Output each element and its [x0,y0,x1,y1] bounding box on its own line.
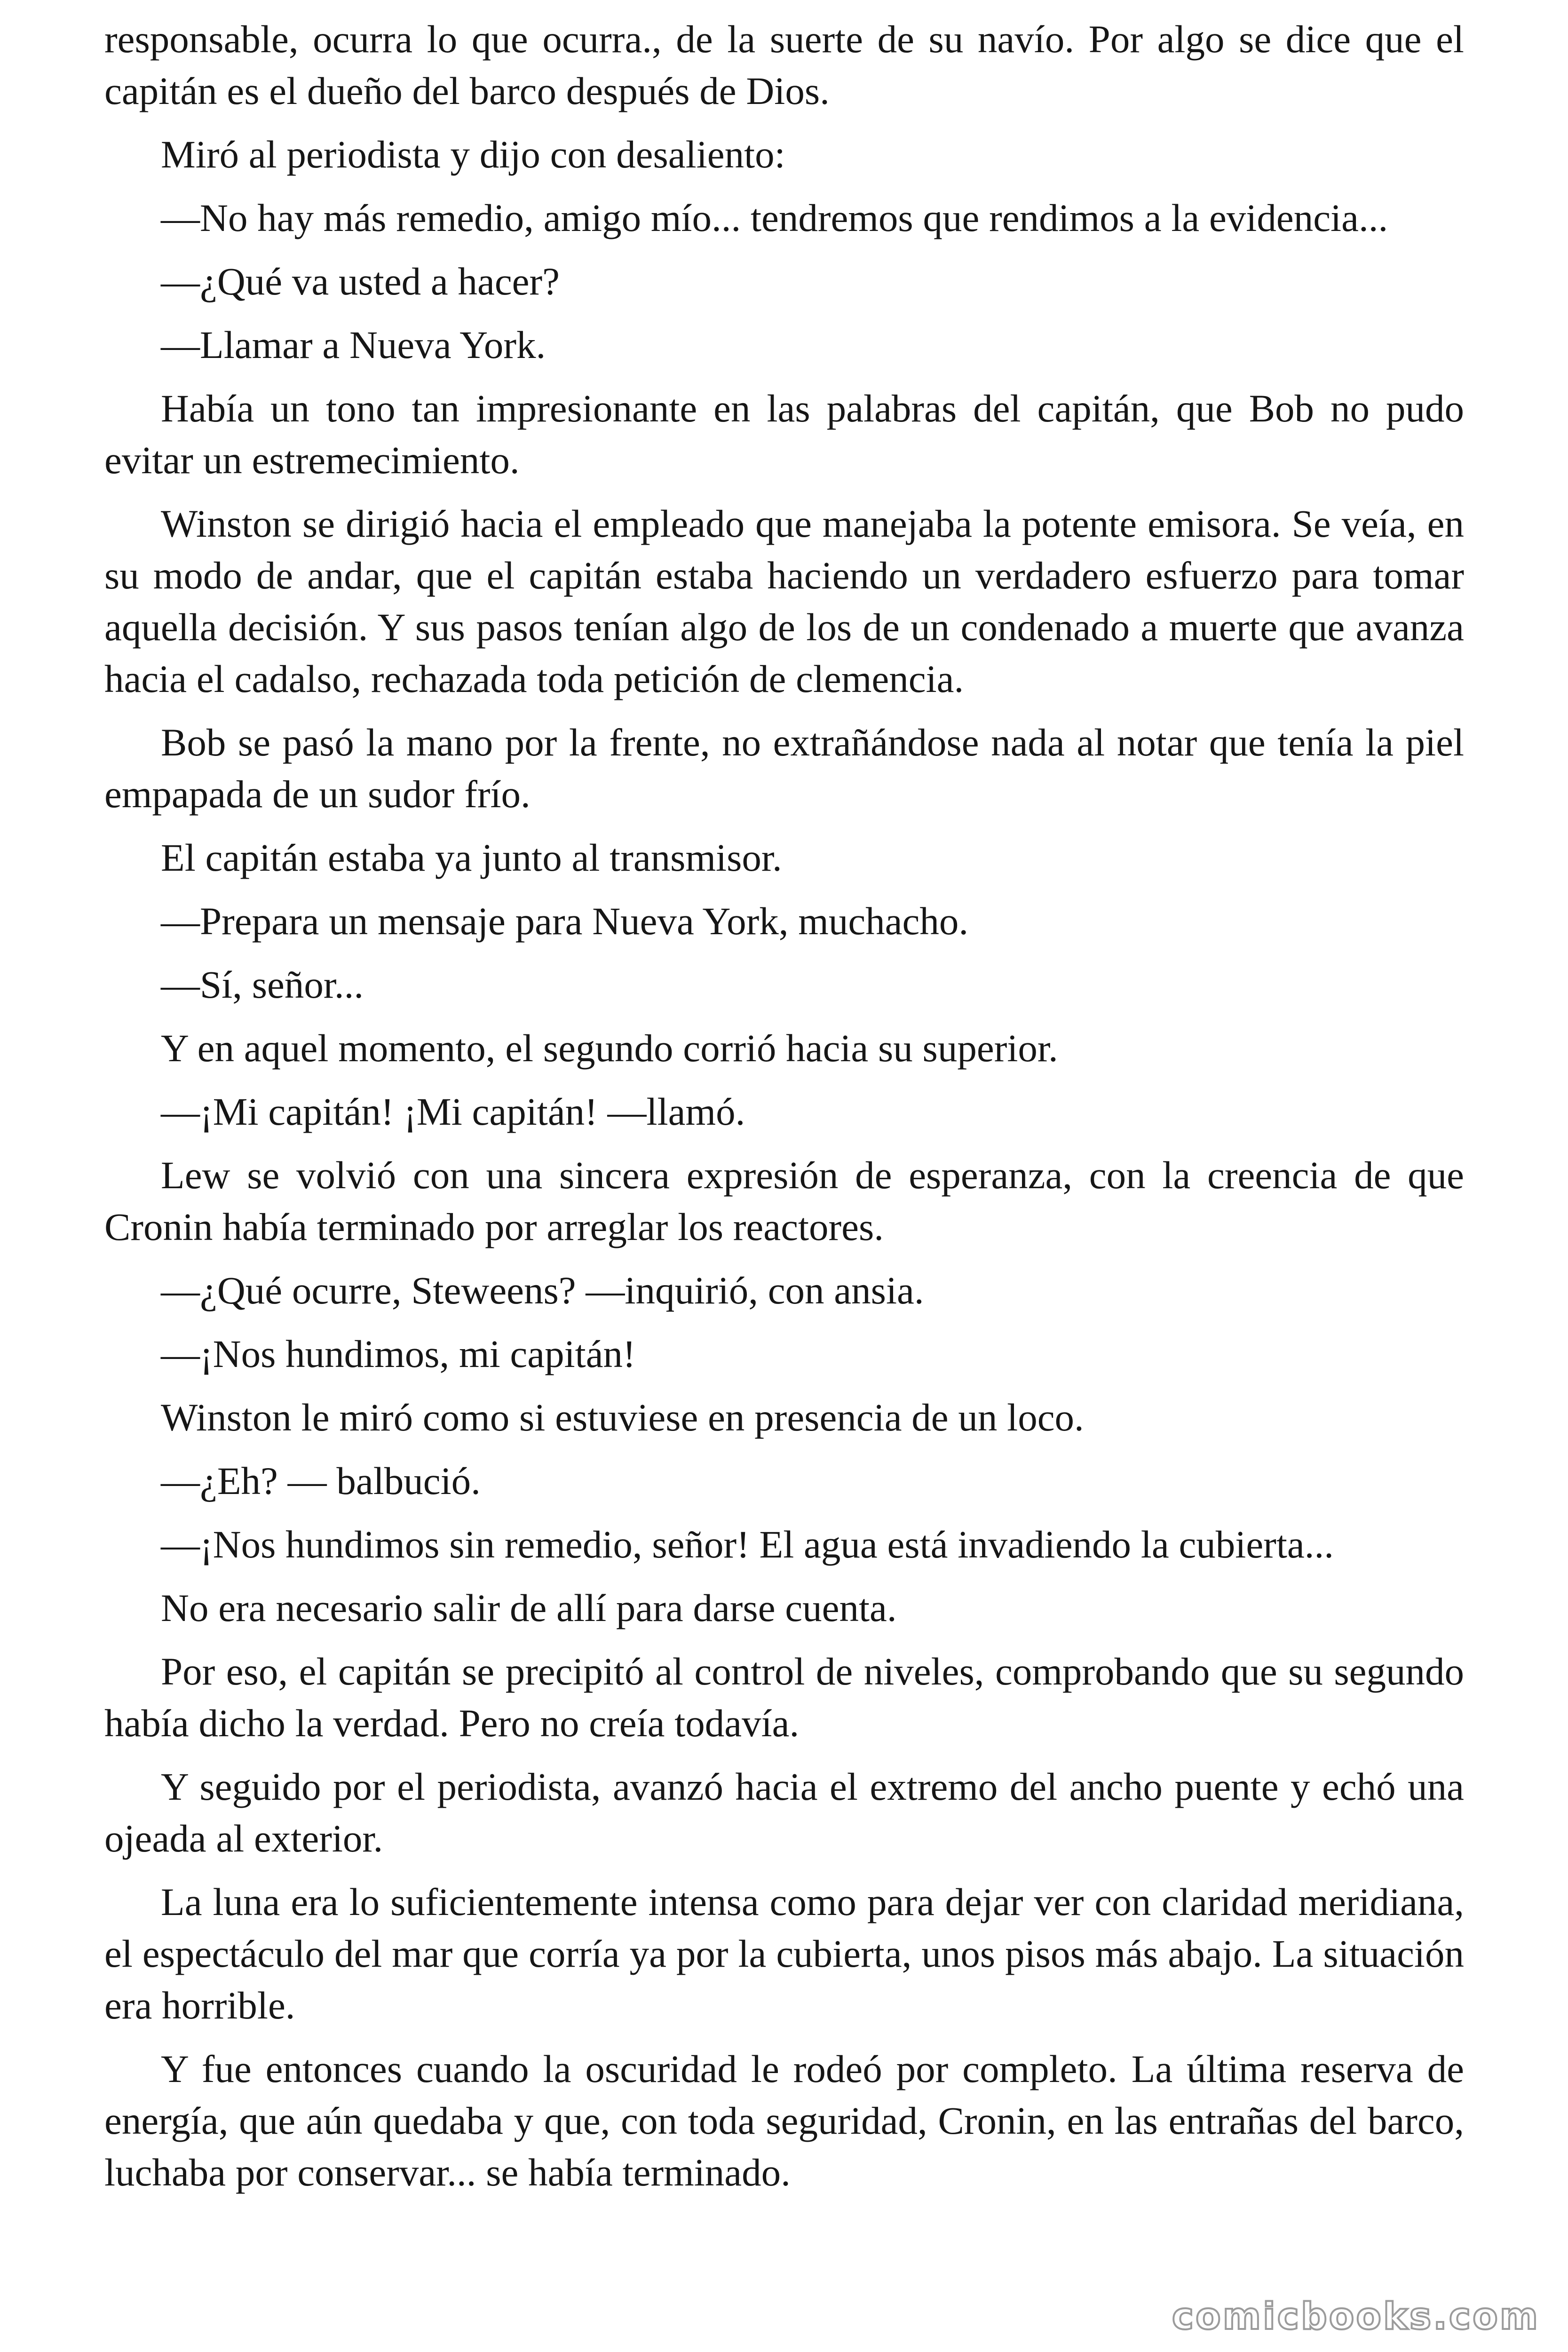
paragraph: —¿Eh? — balbució. [161,1459,481,1502]
paragraph: Lew se volvió con una sincera expresión de esperanza, con la creencia de que Cronin había terminado por arreglar los reactores. [104,1153,1474,1248]
paragraph: —¿Qué ocurre, Steweens? —inquirió, con ansia. [161,1269,924,1312]
paragraph: —Prepara un mensaje para Nueva York, muchacho. [161,899,969,943]
paragraph: —¡Nos hundimos sin remedio, señor! El agua está invadiendo la cubierta... [161,1523,1334,1566]
paragraph: Winston le miró como si estuviese en presencia de un loco. [161,1396,1084,1439]
paragraph: —¡Nos hundimos, mi capitán! [161,1332,636,1375]
paragraph: El capitán estaba ya junto al transmisor. [161,836,782,879]
paragraph: —Llamar a Nueva York. [161,323,546,366]
paragraph: Por eso, el capitán se precipitó al control de niveles, comprobando que su segundo había dicho la verdad. Pero no creía todavía. [104,1650,1474,1745]
paragraph: Y seguido por el periodista, avanzó hacia el extremo del ancho puente y echó una ojeada al exterior. [104,1765,1474,1860]
paragraph: —Sí, señor... [161,963,364,1006]
paragraph: Winston se dirigió hacia el empleado que manejaba la potente emisora. Se veía, en su modo de andar, que el capitán estaba haciendo un verdadero esfuerzo para tomar aquella decisión. Y sus pasos tenían algo de los de un condenado a muerte que avanza hacia el cadalso, rechazada toda petición de clemencia. [104,502,1474,700]
paragraph: Y fue entonces cuando la oscuridad le rodeó por completo. La última reserva de energía, que aún quedaba y que, con toda seguridad, Cronin, en las entrañas del barco, luchaba por conservar... se había terminado. [104,2047,1474,2194]
paragraph: responsable, ocurra lo que ocurra., de la suerte de su navío. Por algo se dice que el capitán es el dueño del barco después de Dios. [104,17,1474,112]
paragraph: Y en aquel momento, el segundo corrió hacia su superior. [161,1026,1058,1070]
page-body-text [104,13,1474,2210]
paragraph: —¿Qué va usted a hacer? [161,260,560,303]
paragraph: La luna era lo suficientemente intensa como para dejar ver con claridad meridiana, el espectáculo del mar que corría ya por la cubierta, unos pisos más abajo. La situación era horrible. [104,1880,1474,2027]
paragraph: Bob se pasó la mano por la frente, no extrañándose nada al notar que tenía la piel empapada de un sudor frío. [104,721,1474,816]
site-watermark: comicbooks.com [1172,2296,1540,2338]
paragraph: —No hay más remedio, amigo mío... tendremos que rendimos a la evidencia... [161,196,1388,239]
paragraph: Miró al periodista y dijo con desaliento: [161,133,785,176]
paragraph: No era necesario salir de allí para darse cuenta. [161,1586,897,1629]
paragraph: —¡Mi capitán! ¡Mi capitán! —llamó. [161,1090,745,1133]
paragraph: Había un tono tan impresionante en las palabras del capitán, que Bob no pudo evitar un estremecimiento. [104,387,1474,482]
